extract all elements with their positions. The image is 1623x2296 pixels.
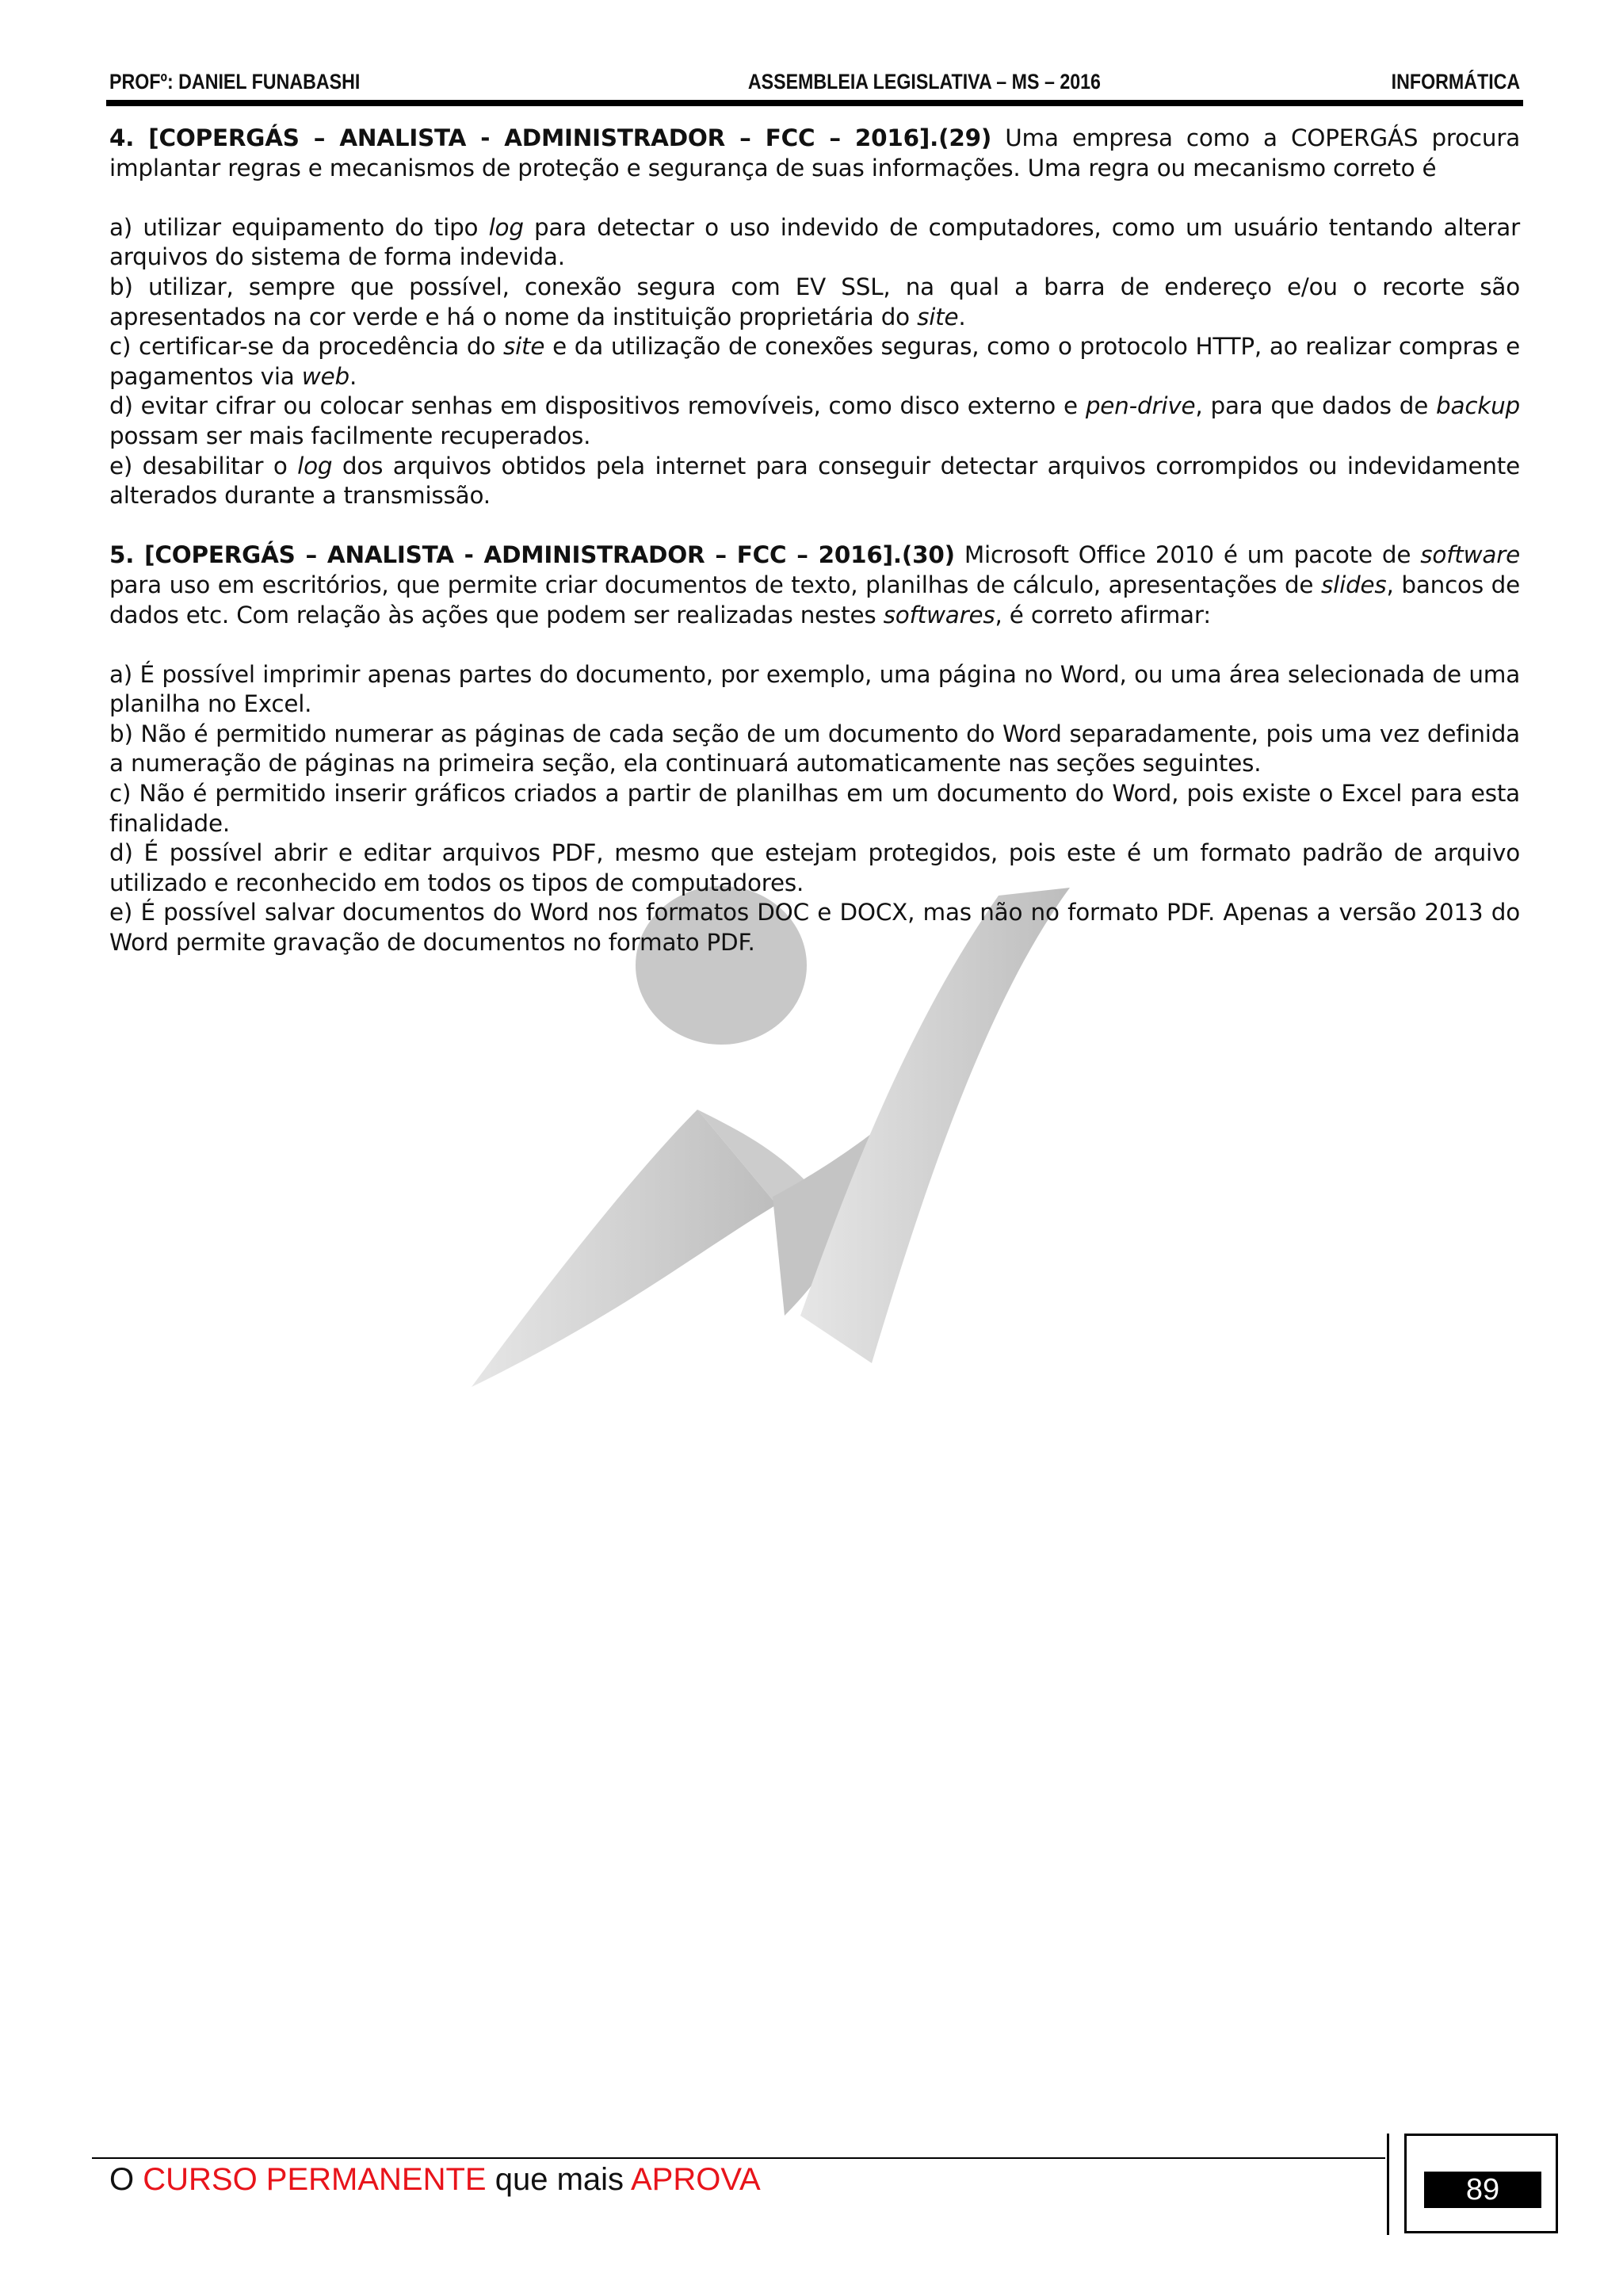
footer-divider bbox=[1387, 2134, 1389, 2235]
question-5-option-b: b) Não é permitido numerar as páginas de cada seção de um documento do Word separadamente, pois uma vez definida a numeração de páginas na primeira seção, ela continuará automaticamente nas seções seguintes. bbox=[109, 720, 1520, 777]
question-4-heading: 4. [COPERGÁS – ANALISTA - ADMINISTRADOR – FCC – 2016].(29) bbox=[109, 124, 992, 151]
question-5-option-c: c) Não é permitido inserir gráficos criados a partir de planilhas em um documento do Word, pois existe o Excel para esta finalidade. bbox=[109, 780, 1520, 837]
question-5-stem: 5. [COPERGÁS – ANALISTA - ADMINISTRADOR – FCC – 2016].(30) Microsoft Office 2010 é um pacote de software para uso em escritórios, que permite criar documentos de texto, planilhas de cálculo, apresentações de slides, bancos de dados etc. Com relação às ações que podem ser realizadas nestes softwares, é correto afirmar: bbox=[109, 541, 1520, 628]
question-4-option-c: c) certificar-se da procedência do site e da utilização de conexões seguras, como o protocolo HTTP, ao realizar compras e pagamentos via web. bbox=[109, 333, 1520, 390]
question-5-option-d: d) É possível abrir e editar arquivos PDF, mesmo que estejam protegidos, pois este é um formato padrão de arquivo utilizado e reconhecido em todos os tipos de computadores. bbox=[109, 839, 1520, 896]
question-5-option-e: e) É possível salvar documentos do Word nos formatos DOC e DOCX, mas não no formato PDF. Apenas a versão 2013 do Word permite gravação de documentos no formato PDF. bbox=[109, 899, 1520, 957]
header-subject: INFORMÁTICA bbox=[1391, 70, 1521, 94]
header-rule bbox=[106, 100, 1523, 106]
question-5-heading: 5. [COPERGÁS – ANALISTA - ADMINISTRADOR – FCC – 2016].(30) bbox=[109, 541, 955, 569]
document-body bbox=[109, 124, 1520, 958]
footer-slogan: O CURSO PERMANENTE que mais APROVA bbox=[109, 2162, 761, 2197]
question-4-option-b: b) utilizar, sempre que possível, conexão segura com EV SSL, na qual a barra de endereço e/ou o recorte são apresentados na cor verde e há o nome da instituição proprietária do site. bbox=[109, 273, 1520, 330]
question-5-option-a: a) É possível imprimir apenas partes do documento, por exemplo, uma página no Word, ou uma área selecionada de uma planilha no Excel. bbox=[109, 660, 1520, 718]
question-4-option-a: a) utilizar equipamento do tipo log para detectar o uso indevido de computadores, como um usuário tentando alterar arquivos do sistema de forma indevida. bbox=[109, 213, 1521, 271]
header-exam: ASSEMBLEIA LEGISLATIVA – MS – 2016 bbox=[747, 70, 1101, 94]
page-header bbox=[109, 70, 1521, 101]
question-4-stem: 4. [COPERGÁS – ANALISTA - ADMINISTRADOR – FCC – 2016].(29) Uma empresa como a COPERGÁS procura implantar regras e mecanismos de proteção e segurança de suas informações. Uma regra ou mecanismo correto é bbox=[109, 124, 1521, 181]
question-4-option-e: e) desabilitar o log dos arquivos obtidos pela internet para conseguir detectar arquivos corrompidos ou indevidamente alterados durante a transmissão. bbox=[109, 452, 1520, 510]
header-author: PROFº: DANIEL FUNABASHI bbox=[109, 70, 361, 94]
page-number: 89 bbox=[1424, 2172, 1541, 2208]
footer-rule bbox=[92, 2157, 1385, 2159]
question-4-option-d: d) evitar cifrar ou colocar senhas em dispositivos removíveis, como disco externo e pen-drive, para que dados de backup possam ser mais facilmente recuperados. bbox=[109, 392, 1520, 449]
